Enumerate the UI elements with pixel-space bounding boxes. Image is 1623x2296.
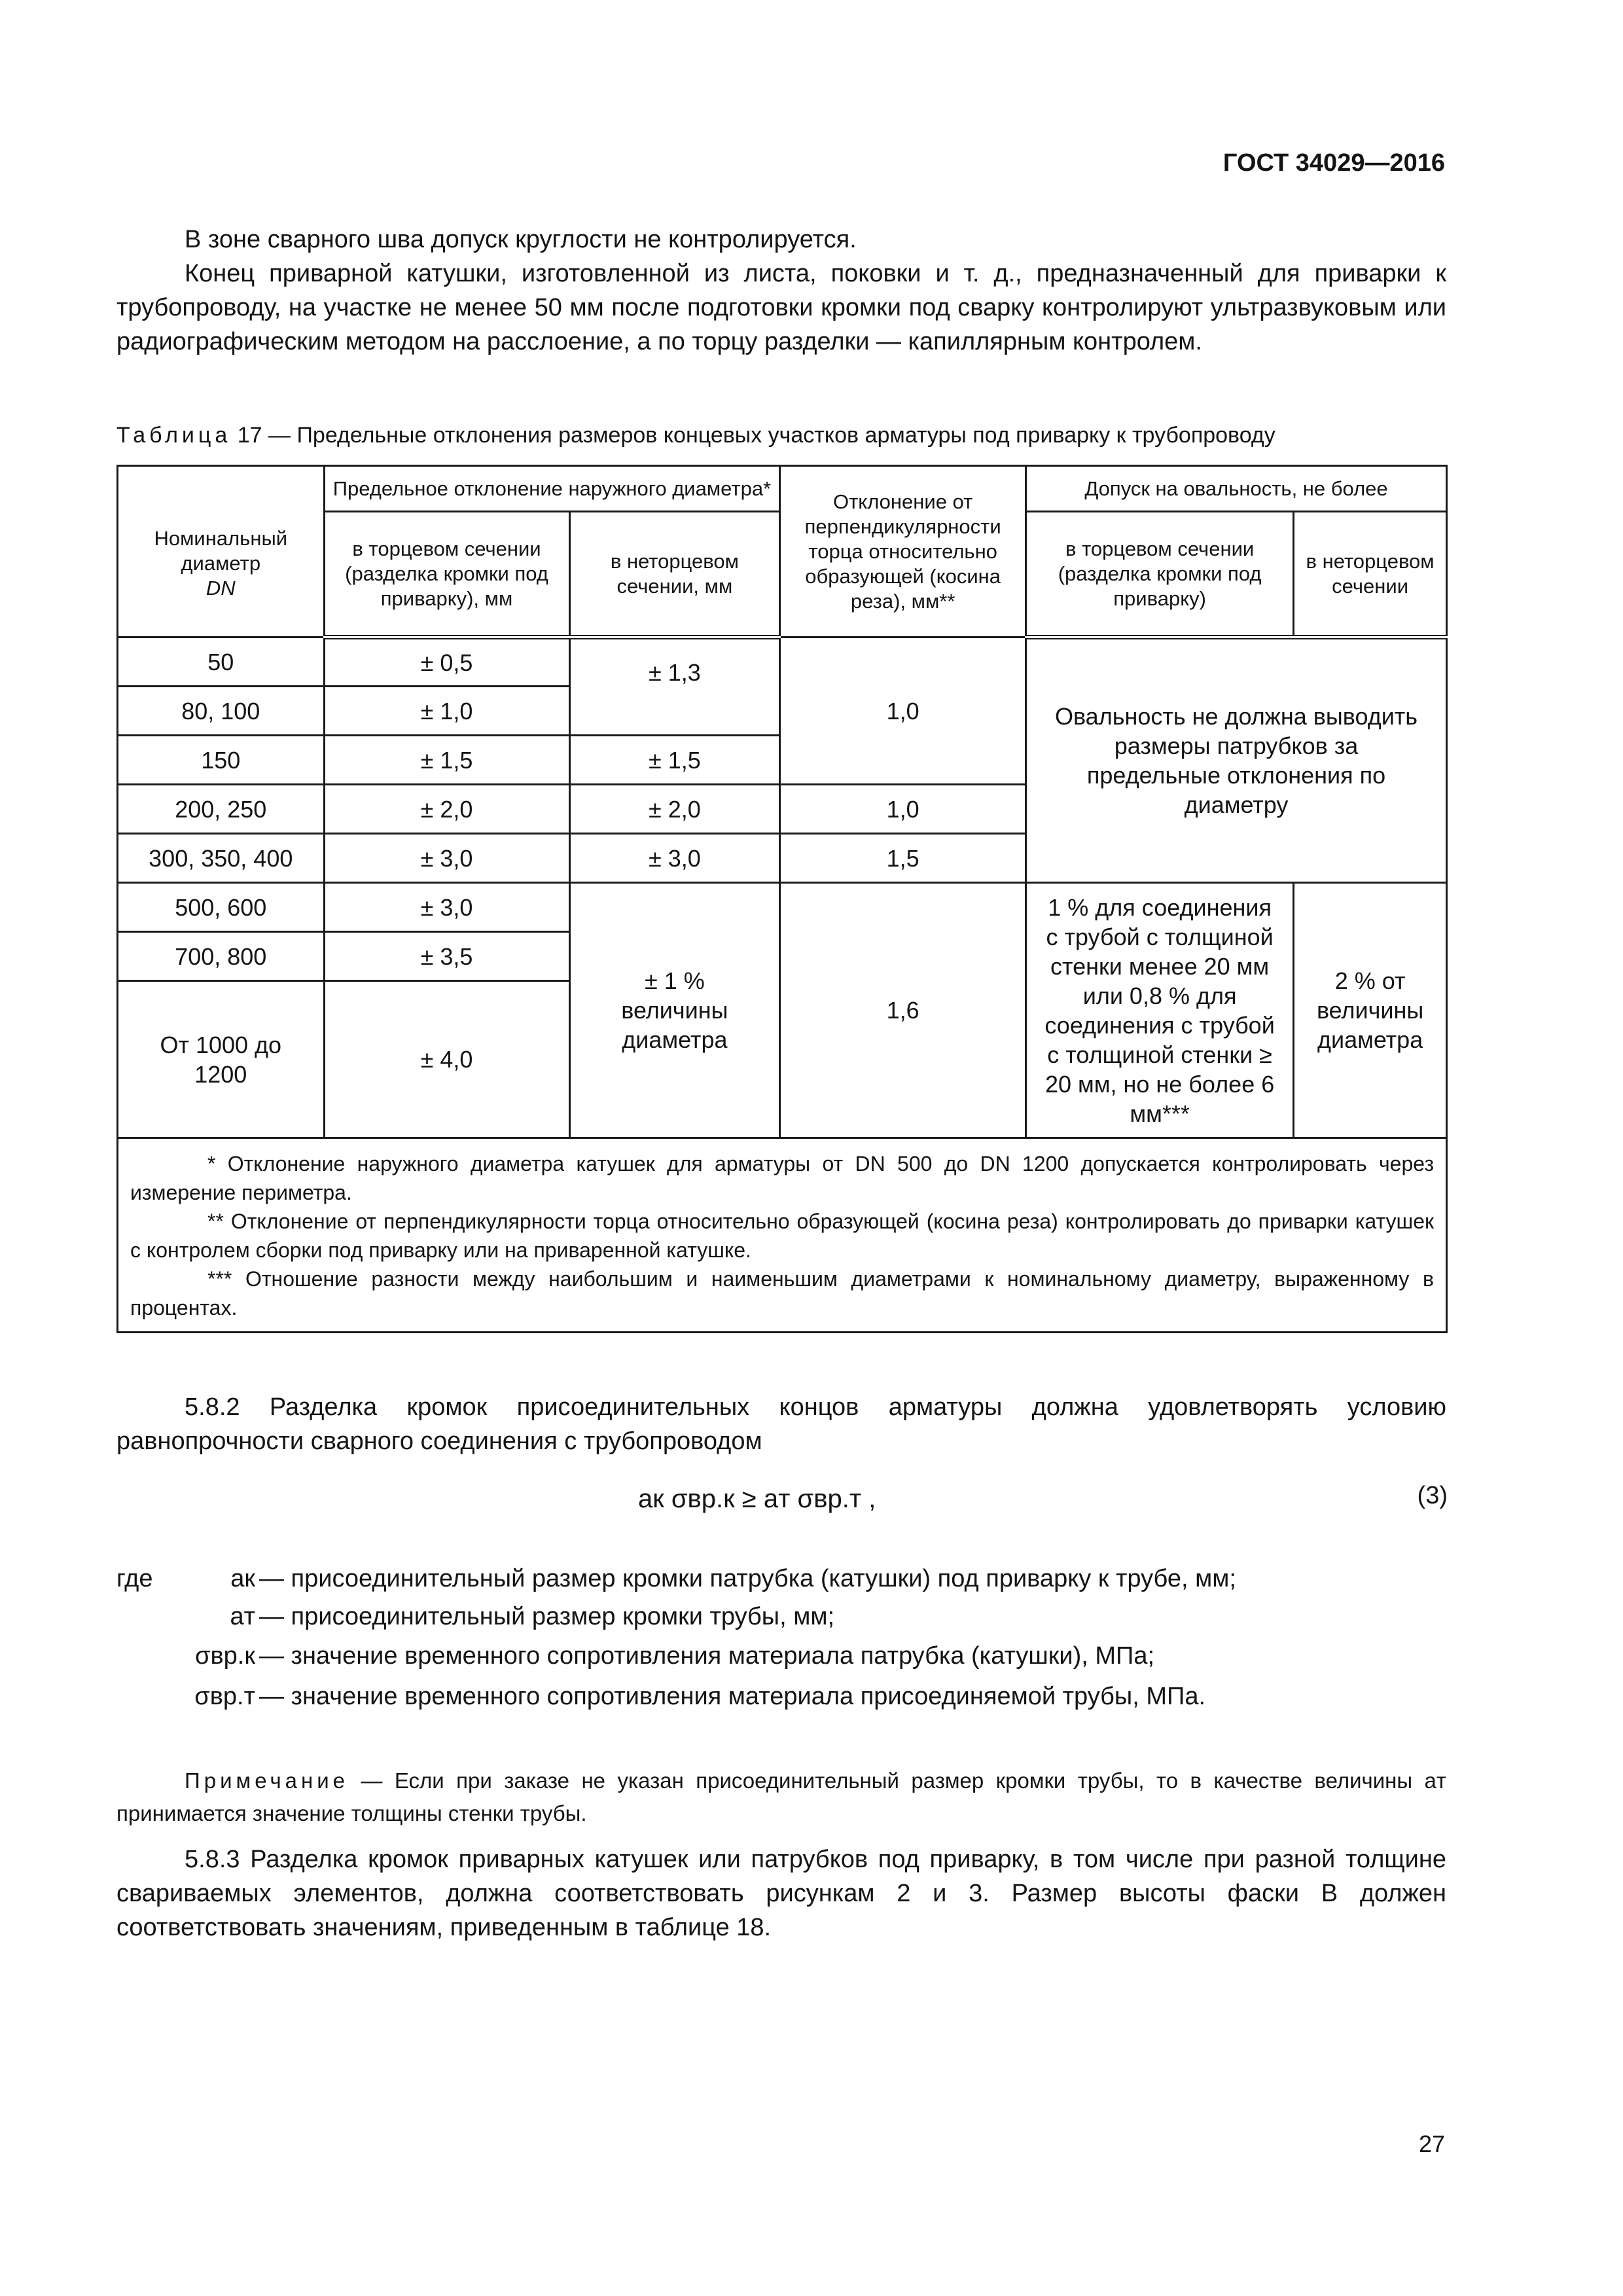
- header-nominal-diameter: [118, 466, 325, 637]
- cell-end-deviation: ± 3,0: [324, 834, 569, 883]
- page-number: 27: [1418, 2130, 1445, 2157]
- definition-sigma-t: [131, 1683, 1374, 1711]
- header-perpendicularity: Отклонение от перпендикулярности торца относительно образующей (косина реза), мм**: [780, 466, 1026, 637]
- header-outer-end-section: в торцевом сечении (разделка кромки под приварку), мм: [324, 512, 569, 637]
- cell-dn: 300, 350, 400: [118, 834, 325, 883]
- cell-nonend-deviation-merged: ± 1,3: [569, 637, 780, 736]
- cell-dn: 200, 250: [118, 785, 325, 834]
- cell-end-deviation: ± 3,5: [324, 932, 569, 981]
- header-oval-end-section: в торцевом сечении (разделка кромки под приварку): [1026, 512, 1294, 637]
- symbol-sigma-vr-k: σвр.к: [195, 1642, 255, 1670]
- cell-end-deviation: ± 4,0: [324, 981, 569, 1138]
- table-row: [118, 637, 1447, 687]
- cell-dn: 80, 100: [118, 687, 325, 736]
- table-header-row: [118, 466, 1447, 512]
- cell-end-deviation: ± 1,5: [324, 736, 569, 785]
- table-caption-text: 17 — Предельные отклонения размеров концевых участков арматуры под приварку к трубопроводу: [231, 423, 1275, 448]
- cell-ovality-merged: Овальность не должна выводить размеры патрубков за предельные отклонения по диаметру: [1026, 637, 1447, 883]
- table-caption-prefix: Таблица: [116, 423, 232, 448]
- section-5-8-2: [116, 1390, 1446, 1458]
- cell-nonend-deviation: ± 3,0: [569, 834, 780, 883]
- table-caption: [116, 423, 1275, 448]
- cell-nonend-deviation: ± 2,0: [569, 785, 780, 834]
- header-ovality: Допуск на овальность, не более: [1026, 466, 1447, 512]
- note-text: — Если при заказе не указан присоединительный размер кромки трубы, то в качестве величины aт принимается значение толщины стенки трубы.: [116, 1768, 1446, 1825]
- intro-paragraphs: [116, 223, 1446, 359]
- cell-perpendicularity: 1,0: [780, 785, 1026, 834]
- cell-dn: 500, 600: [118, 883, 325, 932]
- table-footnotes: [118, 1138, 1447, 1333]
- definition-text: — присоединительный размер кромки трубы, мм;: [259, 1603, 835, 1630]
- document-code: ГОСТ 34029—2016: [1222, 149, 1445, 177]
- header-outer-nonend-section: в неторцевом сечении, мм: [569, 512, 780, 637]
- footnote-1: * Отклонение наружного диаметра катушек для арматуры от DN 500 до DN 1200 допускается контролировать через измерение периметра.: [130, 1152, 1434, 1204]
- table-row: [118, 883, 1447, 932]
- cell-end-deviation: ± 3,0: [324, 883, 569, 932]
- cell-end-deviation: ± 2,0: [324, 785, 569, 834]
- cell-perpendicularity-merged: 1,6: [780, 883, 1026, 1138]
- cell-perpendicularity-merged: 1,0: [780, 637, 1026, 785]
- section-5-8-3: [116, 1842, 1446, 1945]
- cell-dn: От 1000 до 1200: [118, 981, 325, 1138]
- cell-perpendicularity: 1,5: [780, 834, 1026, 883]
- cell-oval-end-merged: 1 % для соединения с трубой с толщиной стенки менее 20 мм или 0,8 % для соединения с трубой с толщиной стенки ≥ 20 мм, но не более 6 мм***: [1026, 883, 1294, 1138]
- cell-nonend-deviation: ± 1,5: [569, 736, 780, 785]
- symbol-a-k: aк: [230, 1565, 255, 1592]
- intro-paragraph-2: Конец приварной катушки, изготовленной из листа, поковки и т. д., предназначенный для приварки к трубопроводу, на участке не менее 50 мм после подготовки кромки под сварку контролируют ультразвуковым или радиографическим методом на расслоение, а по торцу разделки — капиллярным контролем.: [116, 260, 1446, 355]
- where-label: где: [116, 1565, 153, 1592]
- cell-nonend-deviation-merged: ± 1 % величины диаметра: [569, 883, 780, 1138]
- intro-paragraph-1: В зоне сварного шва допуск круглости не контролируется.: [185, 226, 857, 253]
- equation-number: (3): [1417, 1482, 1448, 1509]
- cell-dn: 50: [118, 637, 325, 687]
- section-5-8-2-text: 5.8.2 Разделка кромок присоединительных концов арматуры должна удовлетворять условию равнопрочности сварного соединения с трубопроводом: [116, 1393, 1446, 1455]
- definition-text: — присоединительный размер кромки патрубка (катушки) под приварку к трубе, мм;: [259, 1565, 1236, 1592]
- formula-3: aк σвр.к ≥ aт σвр.т ,: [638, 1484, 876, 1513]
- definition-text: — значение временного сопротивления материала присоединяемой трубы, МПа.: [259, 1683, 1206, 1710]
- header-oval-nonend-section: в неторцевом сечении: [1294, 512, 1447, 637]
- definition-a-t: [131, 1603, 1374, 1631]
- footnote-2: ** Отклонение от перпендикулярности торца относительно образующей (косина реза) контролировать до приварки катушек с контролем сборки под приварку или на приваренной катушке.: [130, 1210, 1434, 1262]
- cell-dn: 700, 800: [118, 932, 325, 981]
- section-5-8-3-text: 5.8.3 Разделка кромок приварных катушек или патрубков под приварку, в том числе при разной толщине свариваемых элементов, должна соответствовать рисункам 2 и 3. Размер высоты фаски B должен соответствовать значениям, приведенным в таблице 18.: [116, 1846, 1446, 1941]
- header-dn-label: Номинальный диаметр DN: [154, 526, 288, 600]
- footnote-3: *** Отношение разности между наибольшим и наименьшим диаметрами к номинальному диаметру, выраженному в процентах.: [130, 1267, 1434, 1319]
- table-17: [116, 465, 1448, 1333]
- symbol-a-t: aт: [230, 1603, 255, 1630]
- symbol-sigma-vr-t: σвр.т: [194, 1683, 255, 1710]
- note-label: Примечание: [185, 1768, 349, 1793]
- definition-sigma-k: [131, 1642, 1374, 1670]
- cell-oval-nonend-merged: 2 % от величины диаметра: [1294, 883, 1447, 1138]
- definition-text: — значение временного сопротивления материала патрубка (катушки), МПа;: [259, 1642, 1155, 1670]
- definition-a-k: [131, 1565, 1374, 1593]
- cell-dn: 150: [118, 736, 325, 785]
- cell-end-deviation: ± 1,0: [324, 687, 569, 736]
- note: [116, 1765, 1446, 1830]
- header-outer-deviation: Предельное отклонение наружного диаметра*: [324, 466, 780, 512]
- cell-end-deviation: ± 0,5: [324, 637, 569, 687]
- table-footnotes-row: [118, 1138, 1447, 1333]
